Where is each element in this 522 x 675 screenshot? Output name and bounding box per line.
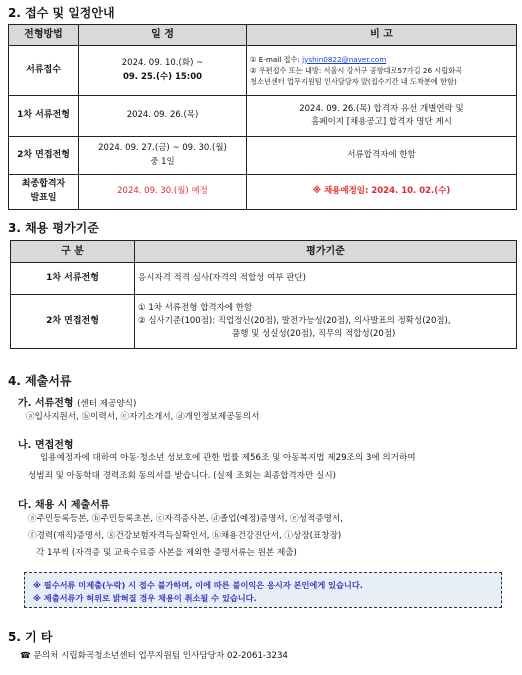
criteria-line: 품행 및 성실성(20점), 직무의 적합성(20점) — [232, 329, 396, 340]
row-label: 2차 면접전형 — [11, 295, 135, 349]
section-2-title: 2. 접수 및 일정안내 — [8, 6, 115, 20]
schedule-date-range: 2024. 09. 27.(금) ~ 09. 30.(월) — [98, 143, 227, 154]
row-label: 2차 면접전형 — [9, 137, 79, 175]
table-row — [9, 137, 517, 175]
da-line1: ⓐ주민등록등본, ⓑ주민등록초본, ⓒ자격증사본, ⓓ졸업(예정)증명서, ⓔ성적증명서, — [28, 514, 344, 524]
row-label-line1: 최종합격자 — [21, 179, 66, 190]
table-row — [9, 46, 517, 96]
subsection-na-title: 나. 면접전형 — [18, 440, 74, 451]
col-header-method: 전형방법 — [9, 25, 79, 46]
na-line1: 임용예정자에 대하여 아동·청소년 성보호에 관한 법률 제56조 및 아동복지법 제29조의 3에 의거하여 — [40, 453, 416, 463]
schedule-cell — [79, 46, 247, 96]
criteria-line: ② 심사기준(100점): 직업정신(20점), 발전가능성(20점), 의사발표의 정확성(20점), — [138, 315, 451, 326]
hire-date-note: ※ 채용예정일: 2024. 10. 02.(수) — [247, 175, 517, 210]
subsection-ga-note: (센터 제공양식) — [77, 399, 137, 409]
subsection-da-title: 다. 채용 시 제출서류 — [18, 500, 110, 511]
contact-text: 문의처 시립화곡청소년센터 업무지원팀 인사담당자 02-2061-3234 — [33, 651, 288, 661]
da-line2: ⓕ경력(재직)증명서, ⓖ건강보험자격득실확인서, ⓗ채용건강진단서, ⓘ상장(표창장) — [28, 531, 342, 541]
row-label: 서류접수 — [9, 46, 79, 96]
note-cell — [247, 46, 517, 96]
schedule-date-end: 09. 25.(수) 15:00 — [122, 71, 203, 82]
email-link[interactable]: jyshin0822@naver.com — [302, 54, 387, 64]
criteria-cell — [135, 295, 517, 349]
row-label: 1차 서류전형 — [11, 263, 135, 295]
na-line2: 성범죄 및 아동학대 경력조회 동의서를 받습니다. (실제 조회는 최종합격자만 실시) — [28, 471, 336, 481]
row-label-line2: 발표일 — [30, 193, 57, 203]
subsection-ga — [18, 394, 136, 409]
table-row — [9, 175, 517, 210]
notice-line: ※ 필수서류 미제출(누락) 시 접수 불가하며, 이에 따른 불이익은 응시자 본인에게 있습니다. — [33, 580, 363, 590]
schedule-cell — [79, 137, 247, 175]
notice-line: ※ 제출서류가 허위로 밝혀질 경우 채용이 취소될 수 있습니다. — [33, 592, 257, 603]
note-cell: 서류합격자에 한함 — [247, 137, 517, 175]
criteria-cell: 응시자격 적격 심사(자격의 적합성 여부 판단) — [135, 263, 517, 295]
schedule-date-suffix: 중 1일 — [150, 156, 175, 167]
col-header-category: 구 분 — [11, 241, 135, 263]
col-header-criteria: 평가기준 — [135, 241, 517, 263]
contact-line — [20, 649, 288, 664]
subsection-ga-title: 가. 서류전형 — [18, 398, 74, 409]
table-row — [9, 96, 517, 137]
section-3-title: 3. 채용 평가기준 — [8, 221, 99, 235]
da-line3: 각 1부씩 (자격증 및 교육수료증 사본을 제외한 증명서류는 원본 제출) — [36, 548, 297, 558]
col-header-note: 비 고 — [247, 25, 517, 46]
schedule-table — [8, 24, 517, 210]
ga-items: ⓐ입사지원서, ⓑ이력서, ⓒ자기소개서, ⓓ개인정보제공동의서 — [26, 412, 260, 422]
section-4-title: 4. 제출서류 — [8, 374, 72, 388]
note-cell — [247, 96, 517, 137]
notice-box — [24, 572, 502, 608]
mail-address-line2: 청소년센터 업무지원팀 인사담당자 앞(접수기간 내 도착분에 한함) — [250, 77, 457, 87]
section-5-title: 5. 기 타 — [8, 630, 53, 644]
phone-icon: ☎ — [20, 651, 31, 661]
criteria-line: ① 1차 서류전형 합격자에 한함 — [138, 302, 253, 313]
table-row — [11, 263, 517, 295]
note-line: 2024. 09. 26.(목) 합격자 유선 개별연락 및 — [299, 103, 464, 114]
schedule-cell: 2024. 09. 30.(월) 예정 — [79, 175, 247, 210]
col-header-schedule: 일 정 — [79, 25, 247, 46]
mail-address-line1: ② 우편접수 또는 내방: 서울시 강서구 공항대로57가길 26 시립화곡 — [250, 65, 463, 75]
schedule-date-start: 2024. 09. 10.(화) ~ — [121, 58, 204, 69]
evaluation-table — [10, 240, 517, 349]
schedule-cell: 2024. 09. 26.(목) — [79, 96, 247, 137]
email-label: ① E-mail 접수: — [250, 54, 303, 64]
note-line: 홈페이지 [채용공고] 합격자 명단 게시 — [311, 117, 452, 127]
row-label — [9, 175, 79, 210]
table-row — [11, 295, 517, 349]
row-label: 1차 서류전형 — [9, 96, 79, 137]
